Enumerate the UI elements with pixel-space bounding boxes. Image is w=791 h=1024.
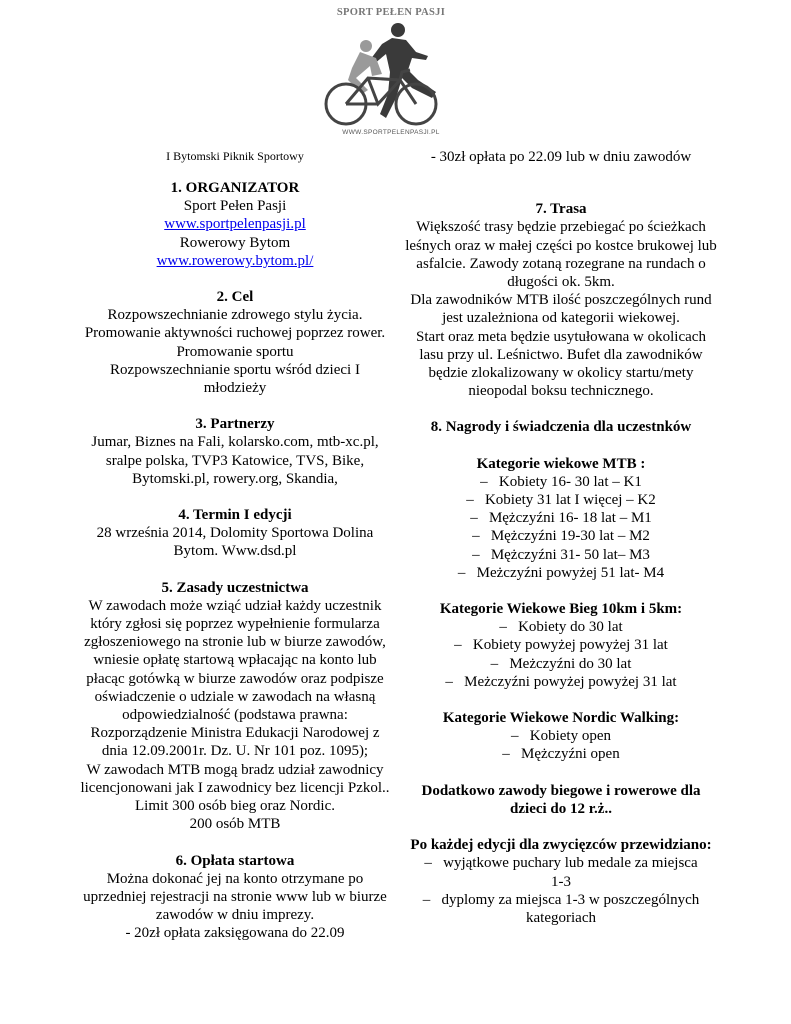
right-column <box>395 148 727 927</box>
logo-title: SPORT PEŁEN PASJI <box>336 7 446 18</box>
rules-line: oświadczenie o udziale w zawodach na własną <box>94 688 376 705</box>
organizer-link-sportpelenpasji[interactable]: www.sportpelenpasji.pl <box>164 216 306 233</box>
left-column <box>60 179 410 943</box>
mtb-category-item: – Mężczyźni 16- 18 lat – M1 <box>395 509 727 527</box>
route-line: nieopodal boksu technicznego. <box>468 383 654 400</box>
route-line: Dla zawodników MTB ilość poszczególnych rund <box>410 292 712 309</box>
logo <box>316 2 466 140</box>
partners-line: Jumar, Biznes na Fali, kolarsko.com, mtb-xc.pl, <box>91 434 379 451</box>
partners-line: Bytomski.pl, rowery.org, Skandia, <box>132 470 338 487</box>
rules-line: płacąc gotówką w biurze zawodów oraz podpisze <box>86 670 384 687</box>
run-category-item: – Meżczyźni powyżej powyżej 31 lat <box>395 673 727 691</box>
document-caption: I Bytomski Piknik Sportowy <box>166 149 304 163</box>
route-line: lasu przy ul. Leśnictwo. Bufet dla zawodników <box>419 346 703 363</box>
fee-line: zawodów w dniu imprezy. <box>155 907 315 924</box>
prize-item-continuation: 1-3 <box>551 873 571 890</box>
section-heading-date: 4. Termin I edycji <box>178 507 292 524</box>
route-line: będzie zlokalizowany w okolicy startu/mety <box>428 365 694 382</box>
rules-line: W zawodach MTB mogą bradz udział zawodnicy <box>86 761 384 778</box>
run-categories-heading: Kategorie Wiekowe Bieg 10km i 5km: <box>439 601 683 618</box>
section-heading-route: 7. Trasa <box>535 201 587 218</box>
section-heading-organizer: 1. ORGANIZATOR <box>170 180 300 196</box>
goal-line: Rozpowszechnianie zdrowego stylu życia. <box>107 307 363 324</box>
extra-events-line: dzieci do 12 r.ż.. <box>510 800 612 817</box>
prize-item: – dyplomy za miejsca 1-3 w poszczególnych <box>395 891 727 909</box>
run-category-item: – Meżczyźni do 30 lat <box>395 655 727 673</box>
mtb-category-item: – Mężczyźni 19-30 lat – M2 <box>395 527 727 545</box>
rules-line: zgłoszeniowego na stronie lub w biurze zawodów, <box>84 634 386 651</box>
organizer-link-rowerowy[interactable]: www.rowerowy.bytom.pl/ <box>156 252 314 269</box>
rules-line: dnia 12.09.2001r. Dz. U. Nr 101 poz. 1095); <box>101 743 369 760</box>
date-line: 28 września 2014, Dolomity Sportowa Dolina <box>96 525 374 542</box>
nordic-category-item: – Kobiety open <box>395 727 727 745</box>
goal-line: młodzieży <box>203 380 267 397</box>
partners-line: sralpe polska, TVP3 Katowice, TVS, Bike, <box>105 452 365 469</box>
rules-line: odpowiedzialność (podstawa prawna: <box>122 707 348 724</box>
rules-line: 200 osób MTB <box>189 816 281 833</box>
rules-line: Rozporządzenie Ministra Edukacji Narodowej z <box>90 725 380 742</box>
fee-line: - 20zł opłata zaksięgowana do 22.09 <box>125 925 345 942</box>
rules-line: który zgłosi się poprzez wypełnienie formularza <box>90 616 380 633</box>
fee-line: Można dokonać jej na konto otrzymane po <box>106 870 364 887</box>
section-heading-goal: 2. Cel <box>216 289 254 306</box>
mtb-category-item: – Meżczyźni powyżej 51 lat- M4 <box>395 564 727 582</box>
rules-line: W zawodach może wziąć udział każdy uczestnik <box>88 597 382 614</box>
prize-item-continuation: kategoriach <box>526 909 596 926</box>
route-line: długości ok. 5km. <box>507 274 615 291</box>
organizer-name-2: Rowerowy Bytom <box>179 234 291 251</box>
run-category-item: – Kobiety do 30 lat <box>395 618 727 636</box>
prizes-heading: Po każdej edycji dla zwycięzców przewidziano: <box>410 837 712 854</box>
rules-line: licencjonowani jak I zawodnicy bez licencji Pzkol.. <box>80 779 390 796</box>
rules-line: wniesie opłatę startową wpłacając na konto lub <box>93 652 377 669</box>
organizer-name: Sport Pełen Pasji <box>183 198 287 215</box>
extra-events-line: Dodatkowo zawody biegowe i rowerowe dla <box>421 782 701 799</box>
nordic-category-item: – Mężczyźni open <box>395 745 727 763</box>
section-heading-partners: 3. Partnerzy <box>195 416 275 433</box>
prize-item: – wyjątkowe puchary lub medale za miejsca <box>395 854 727 872</box>
run-category-item: – Kobiety powyżej powyżej 31 lat <box>395 636 727 654</box>
logo-url: WWW.SPORTPELENPASJI.PL <box>342 129 440 136</box>
section-heading-rules: 5. Zasady uczestnictwa <box>161 579 309 596</box>
section-heading-prizes: 8. Nagrody i świadczenia dla uczestnków <box>430 419 692 436</box>
cyclist-runner-logo-icon <box>316 18 466 130</box>
mtb-category-item: – Mężczyźni 31- 50 lat– M3 <box>395 546 727 564</box>
goal-line: Promowanie sportu <box>176 343 294 360</box>
date-line: Bytom. Www.dsd.pl <box>173 543 297 560</box>
goal-line: Rozpowszechnianie sportu wśród dzieci I <box>110 361 360 378</box>
route-line: Start oraz meta będzie usytułowana w okolicach <box>416 328 706 345</box>
route-line: leśnych oraz w małej części po kostce brukowej lub <box>405 237 717 254</box>
mtb-categories-heading: Kategorie wiekowe MTB : <box>476 455 646 472</box>
route-line: jest uzależniona od kategorii wiekowej. <box>442 310 680 327</box>
goal-line: Promowanie aktywności ruchowej poprzez rower. <box>84 325 386 342</box>
nordic-categories-heading: Kategorie Wiekowe Nordic Walking: <box>442 710 680 727</box>
fee-line-late: - 30zł opłata po 22.09 lub w dniu zawodów <box>430 149 692 165</box>
fee-line: uprzedniej rejestracji na stronie www lub w biurze <box>83 888 387 905</box>
route-line: asfalcie. Zawody zotaną rozegrane na rundach o <box>416 255 706 272</box>
mtb-category-item: – Kobiety 31 lat I więcej – K2 <box>395 491 727 509</box>
section-heading-fee: 6. Opłata startowa <box>175 852 295 869</box>
route-line: Większość trasy będzie przebiegać po ścieżkach <box>416 219 706 236</box>
mtb-category-item: – Kobiety 16- 30 lat – K1 <box>395 473 727 491</box>
rules-line: Limit 300 osób bieg oraz Nordic. <box>135 798 335 815</box>
